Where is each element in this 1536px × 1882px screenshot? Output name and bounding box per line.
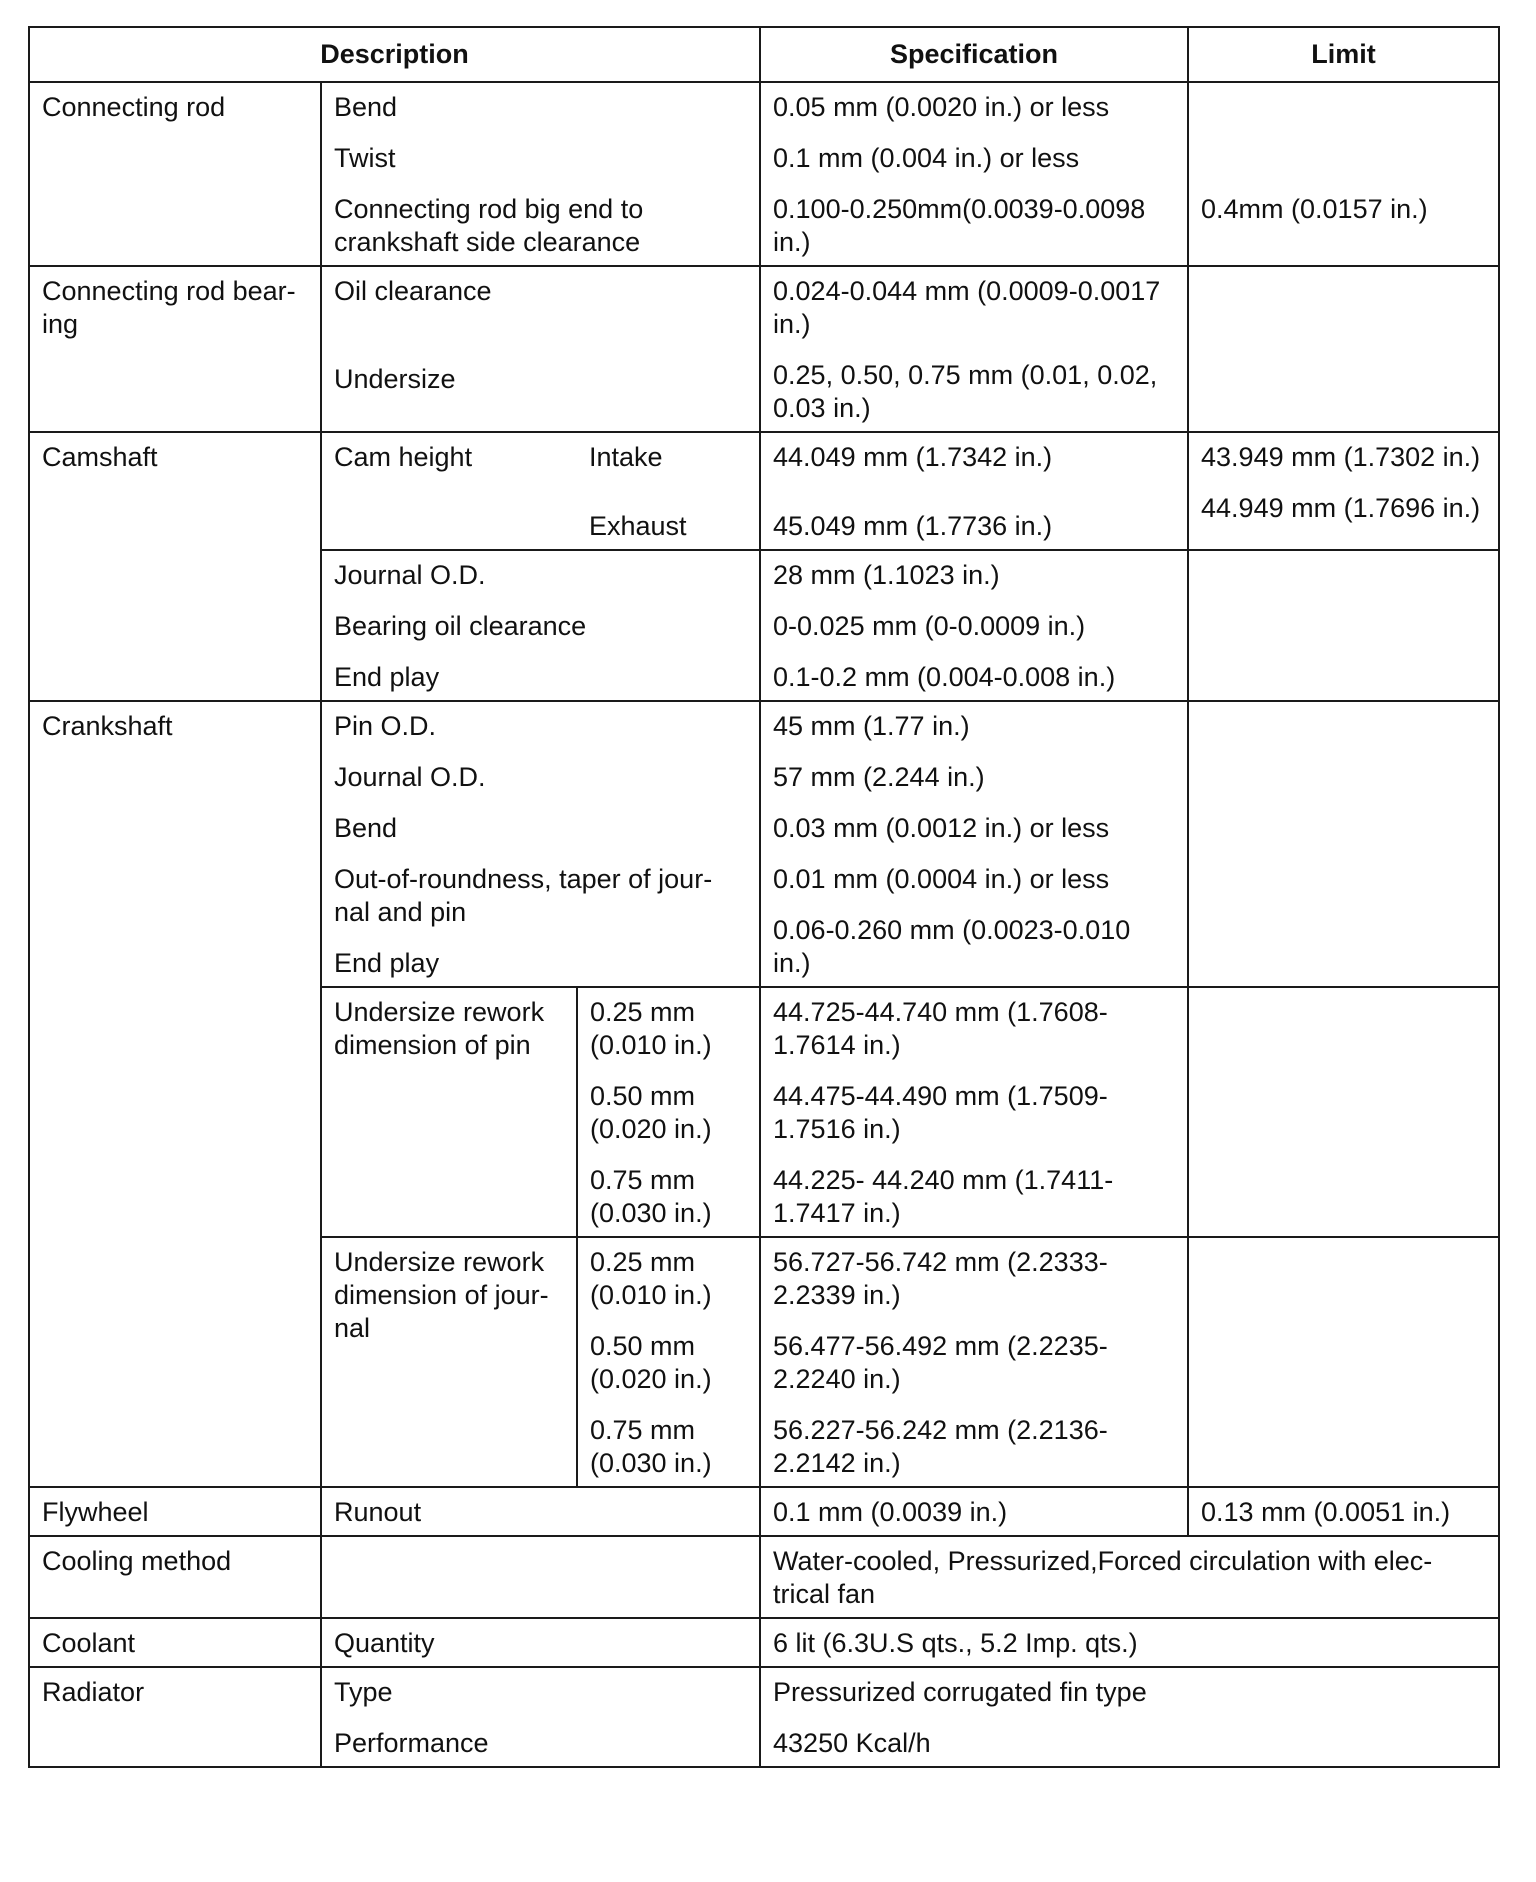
label-connecting-rod: Connecting rod	[29, 82, 321, 266]
item-pin-od: Pin O.D.	[334, 711, 437, 741]
spec-undersize: 0.25, 0.50, 0.75 mm (0.01, 0.02, 0.03 in.)	[773, 360, 1158, 423]
label-flywheel: Flywheel	[29, 1487, 321, 1536]
pin-rework-size-2: 0.50 mm (0.020 in.)	[590, 1081, 712, 1144]
spec-bend: 0.05 mm (0.0020 in.) or less	[773, 92, 1110, 122]
row-coolant	[29, 1618, 1499, 1667]
spec-intake: 44.049 mm (1.7342 in.)	[773, 442, 1053, 472]
spec-cam-end-play: 0.1-0.2 mm (0.004-0.008 in.)	[773, 662, 1116, 692]
spec-roundness: 0.01 mm (0.0004 in.) or less	[773, 864, 1110, 894]
limit-runout: 0.13 mm (0.0051 in.)	[1188, 1487, 1499, 1536]
spec-crank-end-play: 0.06-0.260 mm (0.0023-0.010 in.)	[773, 915, 1131, 978]
item-roundness: Out-of-roundness, taper of jour-nal and pin	[334, 864, 713, 927]
item-quantity: Quantity	[321, 1618, 760, 1667]
row-camshaft-cam-height	[29, 432, 1499, 550]
spec-crank-journal-od: 57 mm (2.244 in.)	[773, 762, 985, 792]
row-cooling-method	[29, 1536, 1499, 1618]
row-crankshaft-general	[29, 701, 1499, 987]
pin-rework-size-1: 0.25 mm (0.010 in.)	[590, 997, 712, 1060]
spec-runout: 0.1 mm (0.0039 in.)	[760, 1487, 1188, 1536]
journal-rework-spec-2: 56.477-56.492 mm (2.2235-2.2240 in.)	[773, 1331, 1108, 1394]
row-connecting-rod-bearing	[29, 266, 1499, 432]
journal-rework-size-3: 0.75 mm (0.030 in.)	[590, 1415, 712, 1478]
label-cooling-method: Cooling method	[29, 1536, 321, 1618]
spec-oil-clearance: 0.024-0.044 mm (0.0009-0.0017 in.)	[773, 276, 1161, 339]
label-connecting-rod-bearing: Connecting rod bear-ing	[29, 266, 321, 432]
label-crankshaft: Crankshaft	[29, 701, 321, 1487]
limit-exhaust: 44.949 mm (1.7696 in.)	[1201, 493, 1481, 523]
spec-exhaust: 45.049 mm (1.7736 in.)	[773, 511, 1053, 541]
pin-rework-spec-1: 44.725-44.740 mm (1.7608-1.7614 in.)	[773, 997, 1108, 1060]
spec-side-clearance: 0.100-0.250mm(0.0039-0.0098 in.)	[773, 194, 1146, 257]
item-exhaust: Exhaust	[589, 511, 687, 541]
journal-rework-size-1: 0.25 mm (0.010 in.)	[590, 1247, 712, 1310]
row-connecting-rod	[29, 82, 1499, 266]
header-limit: Limit	[1188, 27, 1499, 82]
row-radiator	[29, 1667, 1499, 1767]
item-side-clearance: Connecting rod big end to crankshaft side clearance	[334, 194, 644, 257]
spec-twist: 0.1 mm (0.004 in.) or less	[773, 143, 1080, 173]
pin-rework-spec-2: 44.475-44.490 mm (1.7509-1.7516 in.)	[773, 1081, 1108, 1144]
row-flywheel	[29, 1487, 1499, 1536]
item-cam-end-play: End play	[334, 662, 440, 692]
spec-cooling-method: Water-cooled, Pressurized,Forced circulation with elec-trical fan	[760, 1536, 1499, 1618]
limit-intake: 43.949 mm (1.7302 in.)	[1201, 442, 1481, 472]
item-oil-clearance: Oil clearance	[334, 276, 492, 306]
item-cam-height: Cam height	[334, 442, 473, 472]
item-undersize: Undersize	[334, 364, 456, 394]
spec-radiator-type: Pressurized corrugated fin type	[773, 1677, 1147, 1707]
pin-rework-size-3: 0.75 mm (0.030 in.)	[590, 1165, 712, 1228]
spec-radiator-performance: 43250 Kcal/h	[773, 1728, 931, 1758]
item-bend: Bend	[334, 92, 398, 122]
spec-cam-journal-od: 28 mm (1.1023 in.)	[773, 560, 1000, 590]
spec-cam-bearing-oil-clearance: 0-0.025 mm (0-0.0009 in.)	[773, 611, 1086, 641]
item-crank-bend: Bend	[334, 813, 398, 843]
header-description: Description	[29, 27, 760, 82]
limit-side-clearance: 0.4mm (0.0157 in.)	[1201, 194, 1428, 224]
journal-rework-size-2: 0.50 mm (0.020 in.)	[590, 1331, 712, 1394]
label-coolant: Coolant	[29, 1618, 321, 1667]
item-radiator-type: Type	[334, 1677, 393, 1707]
header-row	[29, 27, 1499, 82]
label-journal-rework: Undersize rework dimension of jour-nal	[321, 1237, 577, 1487]
label-camshaft: Camshaft	[29, 432, 321, 701]
header-specification: Specification	[760, 27, 1188, 82]
spec-pin-od: 45 mm (1.77 in.)	[773, 711, 970, 741]
item-crank-journal-od: Journal O.D.	[334, 762, 486, 792]
item-twist: Twist	[334, 143, 396, 173]
item-runout: Runout	[321, 1487, 760, 1536]
pin-rework-spec-3: 44.225- 44.240 mm (1.7411-1.7417 in.)	[773, 1165, 1114, 1228]
label-radiator: Radiator	[29, 1667, 321, 1767]
label-pin-rework: Undersize rework dimension of pin	[321, 987, 577, 1237]
journal-rework-spec-3: 56.227-56.242 mm (2.2136-2.2142 in.)	[773, 1415, 1108, 1478]
item-intake: Intake	[589, 442, 663, 472]
item-cam-bearing-oil-clearance: Bearing oil clearance	[334, 611, 587, 641]
spec-table	[28, 26, 1500, 1768]
spec-crank-bend: 0.03 mm (0.0012 in.) or less	[773, 813, 1110, 843]
item-radiator-performance: Performance	[334, 1728, 489, 1758]
spec-quantity: 6 lit (6.3U.S qts., 5.2 Imp. qts.)	[760, 1618, 1499, 1667]
journal-rework-spec-1: 56.727-56.742 mm (2.2333-2.2339 in.)	[773, 1247, 1108, 1310]
item-crank-end-play: End play	[334, 948, 440, 978]
item-cam-journal-od: Journal O.D.	[334, 560, 486, 590]
